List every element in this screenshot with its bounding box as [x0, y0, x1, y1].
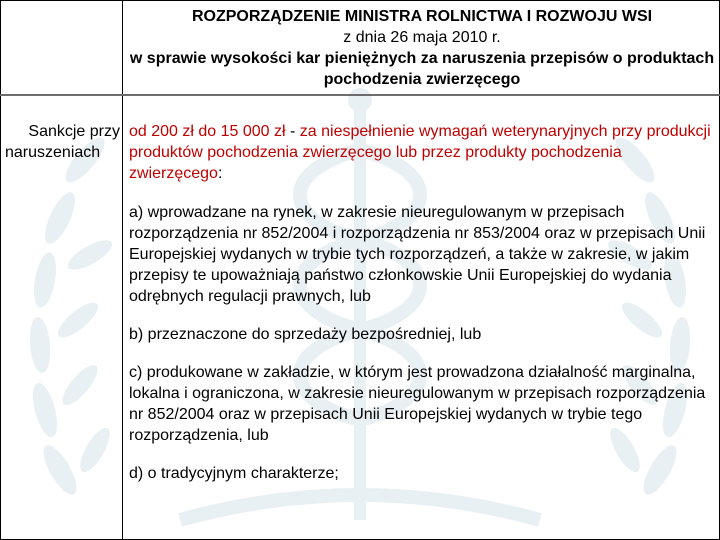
- sanctions-content: [129, 121, 715, 484]
- row-label-line-2: naruszeniach: [5, 144, 101, 161]
- regulation-header: [124, 6, 720, 90]
- penalty-range: od 200 zł do 15 000 zł: [129, 123, 286, 140]
- column-divider: [122, 0, 123, 540]
- list-item-a: a) wprowadzane na rynek, w zakresie nieuregulowanym w przepisach rozporządzenia nr 852/2004 i rozporządzenia nr 853/2004 oraz w przepisach Unii Europejskiej wydanych w trybie tych rozporządzeń, a także w zakresie, w jakim przepisy te upoważniają państwo członkowskie Unii Europejskiej do wydania odrębnych regulacji prawnych, lub: [129, 204, 706, 305]
- row-label: [0, 121, 122, 163]
- sanction-description: za niespełnienie wymagań weterynaryjnych przy produkcji produktów pochodzenia zwierzęcego lub przez produkty pochodzenia zwierzęcego: [129, 123, 711, 182]
- sanction-intro: [129, 121, 715, 184]
- regulation-date: z dnia 26 maja 2010 r.: [343, 29, 501, 46]
- row-divider: [0, 94, 720, 96]
- regulation-subject: w sprawie wysokości kar pieniężnych za naruszenia przepisów o produktach pochodzenia zwierzęcego: [129, 50, 715, 88]
- intro-dash: -: [285, 123, 300, 140]
- list-item-d: d) o tradycyjnym charakterze;: [129, 465, 339, 482]
- regulation-title: ROZPORZĄDZENIE MINISTRA ROLNICTWA I ROZWOJU WSI: [191, 8, 653, 25]
- list-item-c: c) produkowane w zakładzie, w którym jest prowadzona działalność marginalna, lokalna i ograniczona, w zakresie nieuregulowanym w przepisach rozporządzenia nr 852/2004 oraz w przepisach Unii Europejskiej wydanych w trybie tego rozporządzenia, lub: [129, 364, 706, 444]
- list-item-b: b) przeznaczone do sprzedaży bezpośredniej, lub: [129, 326, 482, 343]
- row-label-line-1: Sankcje przy: [28, 123, 120, 140]
- intro-colon: :: [217, 165, 223, 182]
